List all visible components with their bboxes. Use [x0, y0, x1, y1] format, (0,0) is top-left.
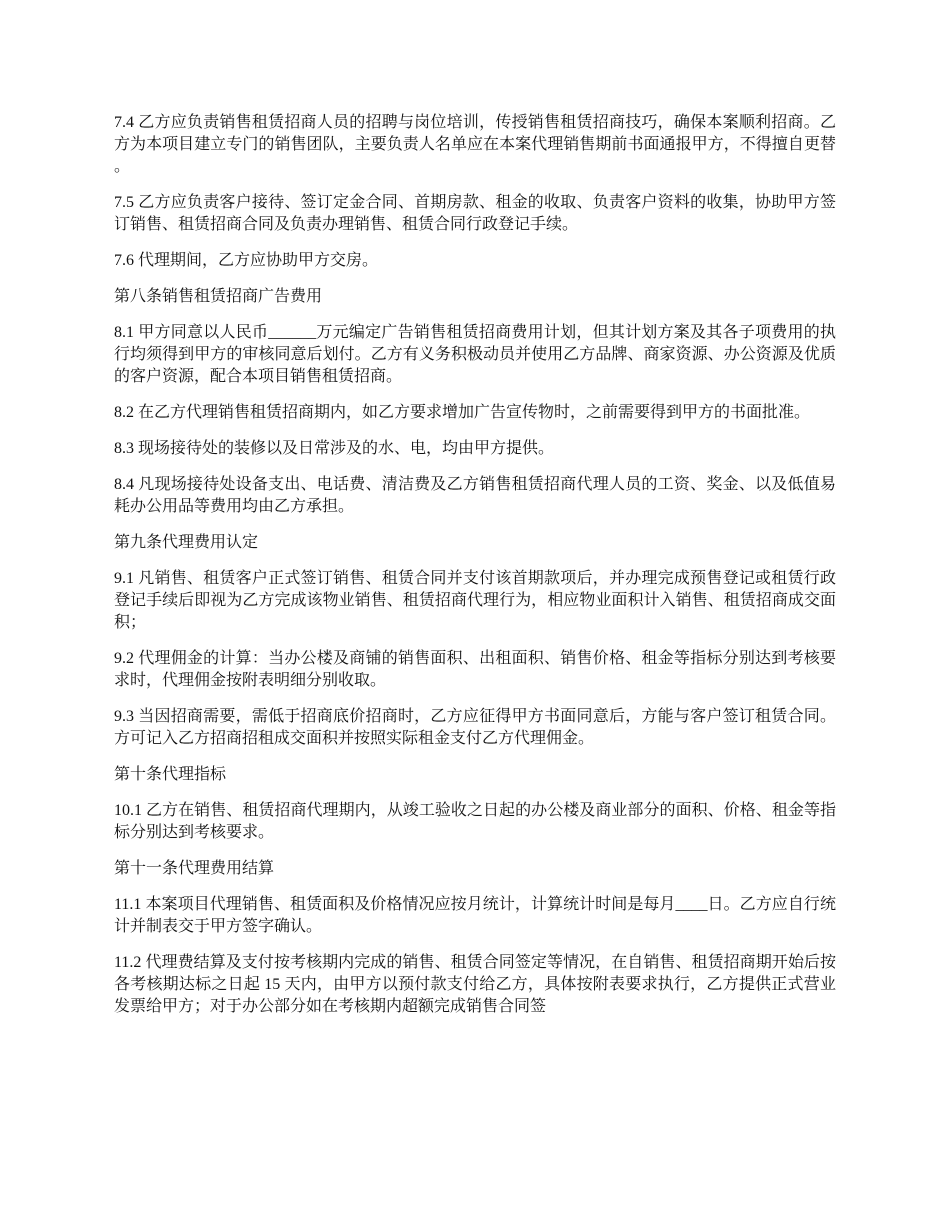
clause-9-3: 9.3 当因招商需要，需低于招商底价招商时，乙方应征得甲方书面同意后，方能与客户签订租赁合同。方可记入乙方招商招租成交面积并按照实际租金支付乙方代理佣金。	[114, 708, 836, 747]
clause-7-6: 7.6 代理期间，乙方应协助甲方交房。	[114, 252, 379, 269]
clause-11-1: 11.1 本案项目代理销售、租赁面积及价格情况应按月统计，计算统计时间是每月____日。乙方应自行统计并制表交于甲方签字确认。	[114, 896, 836, 935]
document-page	[114, 112, 836, 1032]
clause-7-5: 7.5 乙方应负责客户接待、签订定金合同、首期房款、租金的收取、负责客户资料的收集，协助甲方签订销售、租赁招商合同及负责办理销售、租赁合同行政登记手续。	[114, 194, 836, 233]
clause-10-1: 10.1 乙方在销售、租赁招商代理期内，从竣工验收之日起的办公楼及商业部分的面积、价格、租金等指标分别达到考核要求。	[114, 802, 836, 841]
clause-8-2: 8.2 在乙方代理销售租赁招商期内，如乙方要求增加广告宣传物时，之前需要得到甲方的书面批准。	[114, 404, 811, 421]
clause-9-1: 9.1 凡销售、租赁客户正式签订销售、租赁合同并支付该首期款项后，并办理完成预售登记或租赁行政登记手续后即视为乙方完成该物业销售、租赁招商代理行为，相应物业面积计入销售、租赁招商成交面积；	[114, 570, 836, 631]
clause-11-2: 11.2 代理费结算及支付按考核期内完成的销售、租赁合同签定等情况，在自销售、租赁招商期开始后按各考核期达标之日起 15 天内，由甲方以预付款支付给乙方，具体按附表要求执行，乙方提供正式营业发票给甲方；对于办公部分如在考核期内超额完成销售合同签	[114, 954, 836, 1015]
article-9-heading: 第九条代理费用认定	[114, 534, 259, 551]
clause-8-1: 8.1 甲方同意以人民币______万元编定广告销售租赁招商费用计划，但其计划方案及其各子项费用的执行均须得到甲方的审核同意后划付。乙方有义务积极动员并使用乙方品牌、商家资源、办公资源及优质的客户资源，配合本项目销售租赁招商。	[114, 324, 836, 385]
clause-8-4: 8.4 凡现场接待处设备支出、电话费、清洁费及乙方销售租赁招商代理人员的工资、奖金、以及低值易耗办公用品等费用均由乙方承担。	[114, 476, 836, 515]
article-8-heading: 第八条销售租赁招商广告费用	[114, 288, 323, 305]
article-10-heading: 第十条代理指标	[114, 766, 227, 783]
clause-9-2: 9.2 代理佣金的计算：当办公楼及商铺的销售面积、出租面积、销售价格、租金等指标分别达到考核要求时，代理佣金按附表明细分别收取。	[114, 650, 836, 689]
clause-7-4: 7.4 乙方应负责销售租赁招商人员的招聘与岗位培训，传授销售租赁招商技巧，确保本案顺利招商。乙方为本项目建立专门的销售团队，主要负责人名单应在本案代理销售期前书面通报甲方，不得擅自更替。	[114, 114, 836, 175]
article-11-heading: 第十一条代理费用结算	[114, 860, 275, 877]
clause-8-3: 8.3 现场接待处的装修以及日常涉及的水、电，均由甲方提供。	[114, 440, 555, 457]
